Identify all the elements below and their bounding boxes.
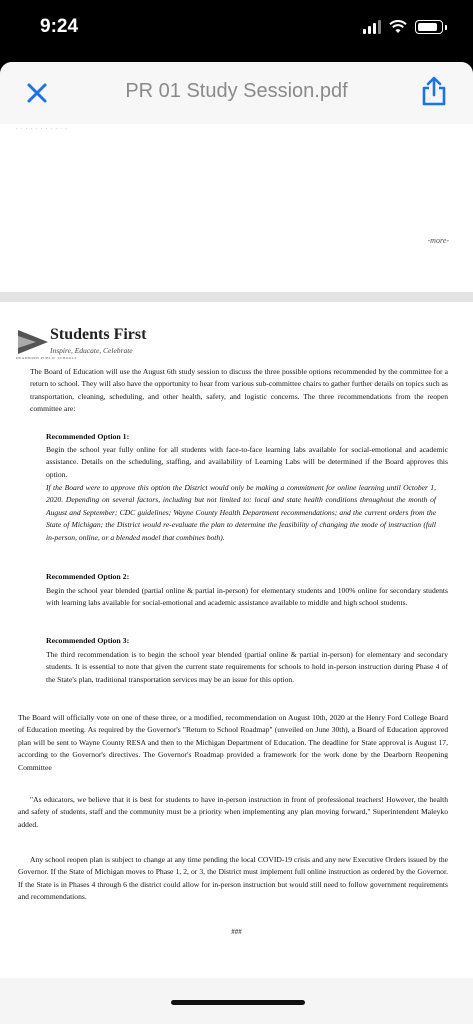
plan-change-paragraph: Any school reopen plan is subject to change at any time pending the local COVID-19 crisis and any new Executive Orders issued by the Governor. If the State of Michigan moves to Phase 1, 2, or 3, the District must implement full online instruction as ordered by the Governor. If the State is in Phases 4 through 6 the district could allow for in-person instruction but would still need to follow government requirements and recommendations. — [18, 855, 448, 902]
board-vote-paragraph: The Board will officially vote on one of these three, or a modified, recommendation on August 10th, 2020 at the Henry Ford College Board of Education meeting. As required by the Governor's "Return to School Roadmap" (unveiled on June 30th), a Board of Education approved plan will be sent to Wayne County RESA and then to the Michigan Department of Education. The deadline for State approval is August 17, according to the Governor's directives. The Governor's Roadmap provided a framework for the work done by the Dearborn Reopening Committee — [18, 713, 448, 772]
wifi-icon — [389, 20, 407, 34]
logo-subtext: DEARBORN PUBLIC SCHOOLS — [16, 356, 77, 360]
end-marker: ### — [231, 928, 242, 936]
option3-body: The third recommendation is to begin the school year blended (partial online & partial in-person) for elementary and secondary students. It is essential to note that given the current state requirements for schools to hold in-person instruction during Phase 4 of the State's plan, traditional transportation services may be an issue for this option. — [46, 650, 448, 684]
logo-mark-icon — [16, 328, 50, 356]
share-icon[interactable] — [421, 76, 447, 106]
pdf-page-2 — [0, 302, 473, 978]
option1-heading: Recommended Option 1: — [46, 432, 130, 441]
logo-tagline: Inspire, Educate, Celebrate — [50, 346, 133, 355]
option2-body: Begin the school year blended (partial online & partial in-person) for elementary students and 100% online for secondary students with learning labs available for social-emotional and academic assistance available to middle and high school students. — [46, 586, 448, 608]
page1-header-text: · · · · · · · · · · · — [16, 127, 68, 132]
status-time: 9:24 — [40, 16, 79, 37]
page-separator — [0, 292, 473, 302]
students-first-logo — [16, 326, 196, 362]
status-bar — [0, 0, 473, 60]
document-title: PR 01 Study Session.pdf — [125, 80, 348, 102]
battery-icon — [415, 20, 443, 34]
option3-heading: Recommended Option 3: — [46, 636, 130, 645]
navigation-bar — [0, 62, 473, 124]
logo-name: Students First — [50, 326, 147, 343]
home-indicator[interactable] — [171, 1000, 305, 1005]
battery-nub — [445, 25, 447, 30]
signal-icon — [363, 20, 381, 34]
option2-heading: Recommended Option 2: — [46, 572, 130, 581]
pdf-viewer-sheet — [0, 62, 473, 1024]
status-icons — [363, 20, 447, 34]
option1-italic-note: If the Board were to approve this option the District would only be making a commitment for online learning until October 1, 2020. Depending on several factors, including but not limited to: local and state health conditions throughout the month of August and September; CDC guidelines; Wayne County Health Department recommendations; and the current orders from the State of Michigan; the District would re-evaluate the plan to determine the feasibility of changing the mode of instruction (full in-person, online, or a blended model that combines both). — [46, 483, 436, 542]
pdf-page-1 — [0, 124, 473, 292]
option1-body: Begin the school year fully online for all students with face-to-face learning labs available for social-emotional and academic assistance. Details on the scheduling, staffing, and availability of Learning Labs will be determined if the Board approves this option. — [46, 445, 448, 479]
intro-paragraph: The Board of Education will use the August 6th study session to discuss the three possible options recommended by the committee for a return to school. They will also have the opportunity to hear from various sub-committee chairs to gather further details on topics such as transportation, cleaning, scheduling, and other health, safety, and logistic concerns. The three recommendations from the reopen committee are: — [30, 367, 448, 414]
more-text: -more- — [427, 236, 449, 245]
superintendent-quote: "As educators, we believe that it is best for students to have in-person instruction in front of professional teachers! However, the health and safety of students, staff and the community must be a priority when implementing any plan moving forward," Superintendent Maleyko added. — [18, 795, 448, 829]
